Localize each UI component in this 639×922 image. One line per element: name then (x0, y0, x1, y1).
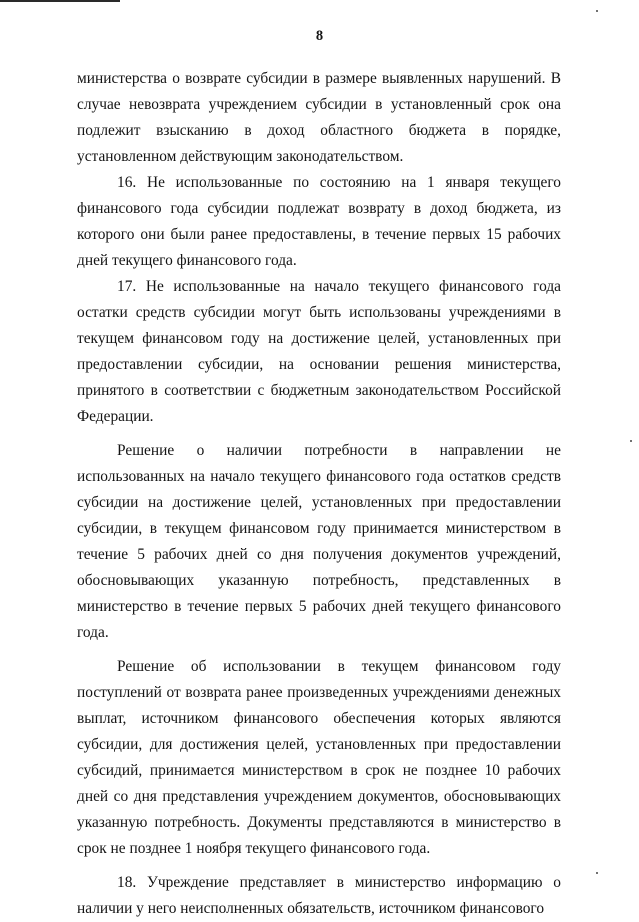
paragraph-decision-refunds: Решение об использовании в текущем финансовом году поступлений от возврата ранее произведенных учреждениями денежных выплат, источником финансового обеспечения которых являются субсидии, для достижения целей, установленных при предоставлении субсидий, принимается министерством в срок не позднее 10 рабочих дней со дня представления учреждением документов, обосновывающих указанную потребность. Документы представляются в министерство в срок не позднее 1 ноября текущего финансового года. (77, 658, 561, 857)
page-number: 8 (315, 28, 324, 44)
scan-speck (630, 440, 632, 442)
document-body (77, 66, 561, 922)
paragraph-continuation: министерства о возврате субсидии в размере выявленных нарушений. В случае невозврата учреждением субсидии в установленный срок она подлежит взысканию в доход областного бюджета в порядке, установленном действующим законодательством. (77, 70, 561, 165)
paragraph-item-17: 17. Не использованные на начало текущего финансового года остатки средств субсидии могут быть использованы учреждениями в текущем финансовом году на достижение целей, установленных при предоставлении субсидии, на основании решения министерства, принятого в соответствии с бюджетным законодательством Российской Федерации. (77, 278, 561, 425)
paragraph-item-16: 16. Не использованные по состоянию на 1 января текущего финансового года субсидии подлежат возврату в доход бюджета, из которого они были ранее предоставлены, в течение первых 15 рабочих дней текущего финансового года. (77, 174, 561, 269)
scan-edge-rule (0, 0, 120, 2)
scan-speck (596, 872, 598, 874)
scan-speck (596, 10, 598, 12)
paragraph-item-18: 18. Учреждение представляет в министерство информацию о наличии у него неисполненных обязательств, источником финансового (77, 874, 561, 917)
paragraph-decision-remaining-funds: Решение о наличии потребности в направлении не использованных на начало текущего финансового года остатков средств субсидии на достижение целей, установленных при предоставлении субсидии, в текущем финансовом году принимается министерством в течение 5 рабочих дней со дня получения документов учреждений, обосновывающих указанную потребность, представленных в министерство в течение первых 5 рабочих дней текущего финансового года. (77, 442, 561, 641)
